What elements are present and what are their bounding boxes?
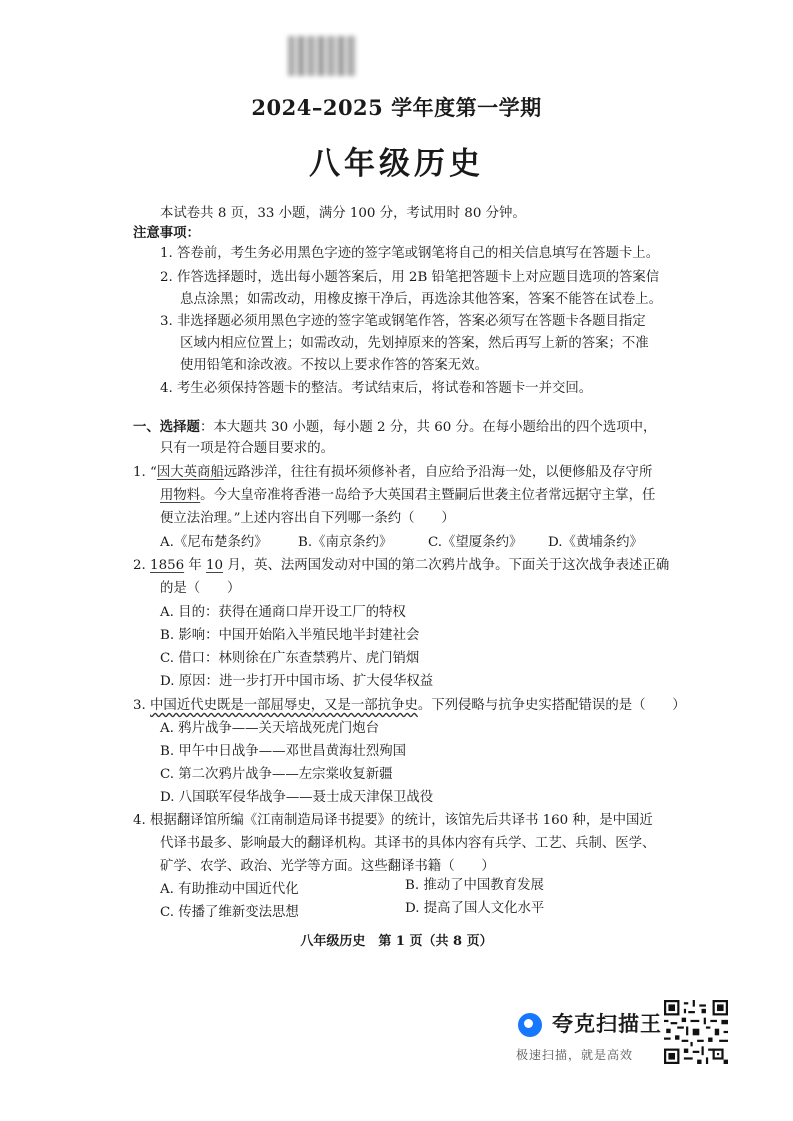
q3-option-a: A. 鸦片战争——关天培战死虎门炮台: [160, 721, 380, 736]
q1-number: 1. “: [133, 465, 157, 480]
q2-number: 2.: [133, 558, 151, 573]
q1-line-3: 便立法治理。”上述内容出自下列哪一条约（ ）: [160, 511, 455, 526]
q2-year: 1856: [150, 558, 185, 573]
quark-logo-icon: [518, 1013, 542, 1037]
q1-line-2: [160, 487, 655, 505]
q1-option-a: A.《尼布楚条约》: [160, 535, 268, 550]
section-1-heading-cont: 只有一项是符合题目要求的。: [160, 441, 335, 456]
q1-underlined-phrase-1: 因大英商船: [156, 465, 224, 480]
note-line-2: 2. 作答选择题时，选出每小题答案后，用 2B 铅笔把答题卡上对应题目选项的答案信: [160, 270, 660, 285]
q4-option-b: B. 推动了中国教育发展: [405, 878, 544, 893]
q2-line-1: [133, 557, 669, 575]
note-line-3: 3. 非选择题必须用黑色字迹的签字笔或钢笔作答，答案必须写在答题卡各题目指定: [160, 314, 646, 329]
q4-line-2: 代译书最多、影响最大的翻译机构。其译书的具体内容有兵学、工艺、兵制、医学、: [160, 836, 656, 851]
note-line-1: 1. 答卷前，考生务必用黑色字迹的签字笔或钢笔将自己的相关信息填写在答题卡上。: [160, 246, 660, 261]
scanner-brand-slogan: 极速扫描，就是高效: [516, 1048, 634, 1062]
q3-line-1-text: 。下列侵略与抗争史实搭配错误的是（ ）: [417, 698, 686, 713]
section-1-instructions: ：本大题共 30 小题，每小题 2 分，共 60 分。在每小题给出的四个选项中，: [199, 420, 657, 435]
exam-term: 2024–2025 学年度第一学期: [251, 95, 542, 120]
note-line-2b: 息点涂黑；如需改动，用橡皮擦干净后，再选涂其他答案，答案不能答在试卷上。: [180, 292, 663, 307]
q3-number: 3.: [133, 698, 151, 713]
q1-line-2-text: 。今大皇帝准将香港一岛给予大英国君主暨嗣后世袭主位者常远据守主掌，任: [200, 488, 656, 503]
q2-month: 10: [206, 558, 224, 573]
q4-option-d: D. 提高了国人文化水平: [405, 901, 545, 916]
page-footer: 八年级历史 第 1 页（共 8 页）: [300, 934, 493, 949]
q3-option-d: D. 八国联军侵华战争——聂士成天津保卫战役: [160, 790, 434, 805]
q2-option-c: C. 借口：林则徐在广东查禁鸦片、虎门销烟: [160, 651, 420, 666]
section-1-label: 一、选择题: [133, 419, 200, 435]
q2-option-d: D. 原因：进一步打开中国市场、扩大侵华权益: [160, 674, 434, 689]
q2-option-a: A. 目的：获得在通商口岸开设工厂的特权: [160, 605, 406, 620]
q4-line-3: 矿学、农学、政治、光学等方面。这些翻译书籍（ ）: [160, 859, 495, 874]
q1-option-d: D.《黄埔条约》: [548, 535, 643, 550]
notes-title: 注意事项：: [133, 225, 200, 241]
q4-option-a: A. 有助推动中国近代化: [160, 882, 299, 897]
q3-option-c: C. 第二次鸦片战争——左宗棠收复新疆: [160, 767, 393, 782]
q3-squiggly-phrase: 中国近代史既是一部屈辱史，又是一部抗争史: [150, 698, 418, 713]
q2-year-unit: 年: [184, 558, 207, 573]
q3-option-b: B. 甲午中日战争——邓世昌黄海壮烈殉国: [160, 744, 406, 759]
exam-intro: 本试卷共 8 页，33 小题，满分 100 分，考试用时 80 分钟。: [160, 206, 526, 221]
q1-line-1: [133, 464, 652, 482]
note-line-3b: 区域内相应位置上；如需改动，先划掉原来的答案，然后再写上新的答案；不准: [180, 336, 649, 351]
q1-option-b: B.《南京条约》: [298, 535, 393, 550]
redacted-name-blur: [288, 36, 356, 76]
q2-line-2: 的是（ ）: [160, 581, 241, 596]
q2-option-b: B. 影响：中国开始陷入半殖民地半封建社会: [160, 628, 420, 643]
q1-underlined-phrase-2: 用物料: [160, 488, 201, 503]
q1-line-1-text: 远路涉洋，往往有损坏须修补者，自应给予沿海一处，以便修船及存守所: [223, 465, 653, 480]
q1-option-c: C.《望厦条约》: [428, 535, 523, 550]
q4-line-1: 4. 根据翻译馆所编《江南制造局译书提要》的统计，该馆先后共译书 160 种，是中国近: [133, 813, 653, 828]
q4-option-c: C. 传播了维新变法思想: [160, 905, 299, 920]
note-line-3c: 使用铅笔和涂改液。不按以上要求作答的答案无效。: [180, 358, 488, 373]
q2-line-1-text: 月，英、法两国发动对中国的第二次鸦片战争。下面关于这次战争表述正确: [223, 558, 670, 573]
section-1-heading: [133, 418, 656, 437]
note-line-4: 4. 考生必须保持答题卡的整洁。考试结束后，将试卷和答题卡一并交回。: [160, 381, 593, 396]
scanner-brand-name: 夸克扫描王: [552, 1012, 662, 1036]
q3-line-1: [133, 697, 686, 715]
exam-subject-title: 八年级历史: [309, 146, 484, 182]
qr-code-icon: [664, 1000, 728, 1064]
